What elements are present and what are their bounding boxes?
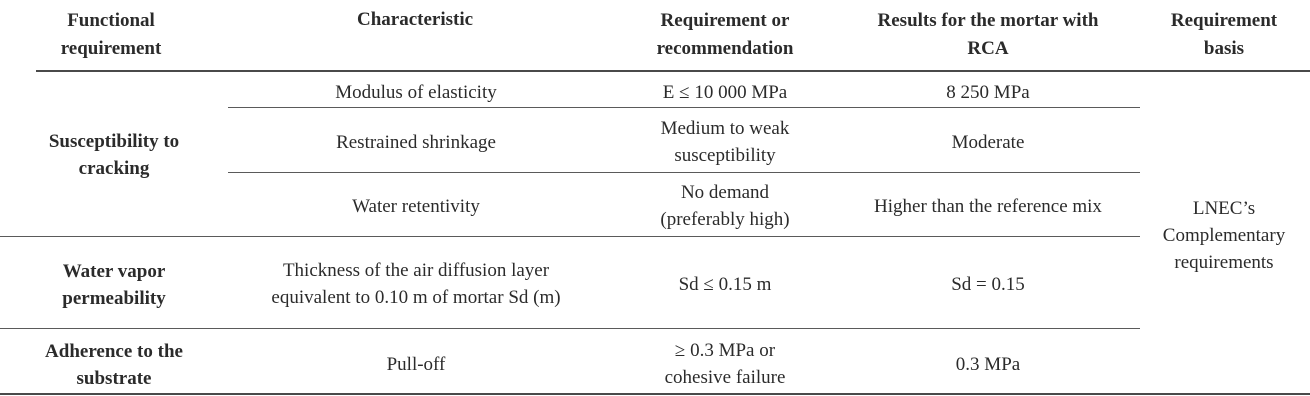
- row-4-result: Sd = 0.15: [951, 273, 1025, 295]
- header-results: Results for the mortar with RCA: [877, 10, 1099, 59]
- rule-row-2: [228, 172, 1140, 173]
- row-1-characteristic: Modulus of elasticity: [335, 81, 497, 103]
- requirement-basis-value: LNEC’s Complementary requirements: [1162, 197, 1286, 273]
- row-1-requirement: E ≤ 10 000 MPa: [662, 81, 788, 103]
- header-characteristic: Characteristic: [356, 9, 474, 30]
- header-rule: [36, 70, 1310, 72]
- row-4-requirement: Sd ≤ 0.15 m: [678, 273, 772, 295]
- rule-group-2: [0, 328, 1140, 329]
- row-2-requirement: Medium to weak susceptibility: [660, 118, 790, 166]
- group-water-vapor-permeability: Water vapor permeability: [62, 261, 166, 309]
- header-requirement-basis: Requirement basis: [1170, 10, 1278, 59]
- bottom-rule: [0, 393, 1310, 395]
- row-3-requirement: No demand (preferably high): [660, 182, 790, 230]
- row-3-result: Higher than the reference mix: [874, 195, 1102, 217]
- row-5-result: 0.3 MPa: [955, 353, 1021, 375]
- row-2-characteristic: Restrained shrinkage: [336, 131, 496, 153]
- header-requirement-or-recommendation: Requirement or recommendation: [656, 10, 794, 59]
- row-2-result: Moderate: [951, 131, 1025, 153]
- rule-group-1: [0, 236, 1140, 237]
- row-4-characteristic: Thickness of the air diffusion layer equivalent to 0.10 m of mortar Sd (m): [271, 260, 561, 308]
- row-1-result: 8 250 MPa: [946, 81, 1030, 103]
- header-functional-requirement: Functional requirement: [60, 10, 162, 59]
- row-5-requirement: ≥ 0.3 MPa or cohesive failure: [664, 340, 786, 388]
- row-3-characteristic: Water retentivity: [352, 195, 480, 217]
- rule-row-1: [228, 107, 1140, 108]
- row-5-characteristic: Pull-off: [386, 353, 446, 375]
- group-susceptibility-to-cracking: Susceptibility to cracking: [48, 131, 180, 179]
- group-adherence-to-substrate: Adherence to the substrate: [45, 341, 183, 389]
